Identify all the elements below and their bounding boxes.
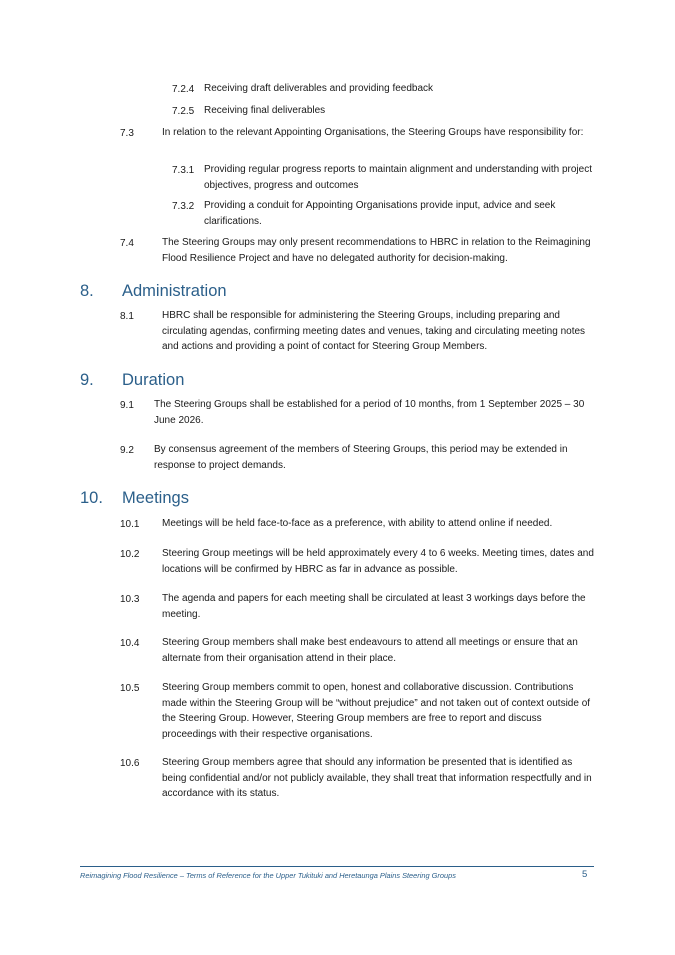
clause-text: In relation to the relevant Appointing Organisations, the Steering Groups have responsibility for:	[162, 127, 584, 138]
clause-text: Providing a conduit for Appointing Organisations provide input, advice and seek clarifications.	[204, 200, 556, 227]
clause-text: Providing regular progress reports to maintain alignment and understanding with project objectives, progress and outcomes	[204, 164, 592, 191]
clause-text: Meetings will be held face-to-face as a preference, with ability to attend online if needed.	[162, 518, 553, 529]
section-heading: Administration	[122, 282, 227, 300]
clause-text: HBRC shall be responsible for administering the Steering Groups, including preparing and circulating agendas, confirming meeting dates and venues, taking and circulating meeting notes and actions and providing a point of contact for Steering Group Members.	[162, 310, 586, 352]
clause-text: By consensus agreement of the members of Steering Groups, this period may be extended in response to project demands.	[154, 444, 568, 471]
clause-number: 7.2.4	[172, 84, 195, 95]
section-number: 9.	[80, 371, 94, 389]
footer-divider	[80, 866, 594, 867]
clause-text: Steering Group meetings will be held approximately every 4 to 6 weeks. Meeting times, dates and locations will be confirmed by HBRC as far in advance as possible.	[162, 548, 594, 575]
clause-number: 7.3.1	[172, 165, 195, 176]
clause-number: 8.1	[120, 311, 134, 322]
section-heading: Meetings	[122, 489, 189, 507]
clause-text: The agenda and papers for each meeting shall be circulated at least 3 workings days before the meeting.	[162, 593, 586, 620]
section-number: 10.	[80, 489, 103, 507]
clause-number: 10.4	[120, 638, 140, 649]
clause-number: 10.3	[120, 594, 140, 605]
clause-text: The Steering Groups shall be established for a period of 10 months, from 1 September 2025 – 30 June 2026.	[154, 399, 585, 426]
clause-number: 10.2	[120, 549, 140, 560]
section-heading: Duration	[122, 371, 185, 389]
clause-number: 7.3.2	[172, 201, 195, 212]
clause-number: 7.3	[120, 128, 134, 139]
clause-number: 7.2.5	[172, 106, 195, 117]
clause-number: 10.5	[120, 683, 140, 694]
clause-number: 10.6	[120, 758, 140, 769]
section-number: 8.	[80, 282, 94, 300]
clause-text: Steering Group members shall make best endeavours to attend all meetings or ensure that an alternate from their organisation attend in their place.	[162, 637, 578, 664]
clause-number: 9.2	[120, 445, 134, 456]
clause-number: 10.1	[120, 519, 140, 530]
clause-text: The Steering Groups may only present recommendations to HBRC in relation to the Reimagining Flood Resilience Project and have no delegated authority for decision-making.	[162, 237, 591, 264]
footer-title: Reimagining Flood Resilience – Terms of Reference for the Upper Tukituki and Heretaunga Plains Steering Groups	[80, 871, 456, 880]
clause-text: Steering Group members commit to open, honest and collaborative discussion. Contributions made within the Steering Group will be “without prejudice” and not taken out of context outside of the Steering Group. However, Steering Group members are free to report and discuss proceedings with their respective organisations.	[162, 682, 591, 740]
clause-number: 7.4	[120, 238, 134, 249]
page-number: 5	[582, 869, 588, 880]
clause-text: Receiving draft deliverables and providing feedback	[204, 83, 434, 94]
clause-text: Receiving final deliverables	[204, 105, 326, 116]
clause-number: 9.1	[120, 400, 134, 411]
clause-text: Steering Group members agree that should any information be presented that is identified as being confidential and/or not publicly available, they shall treat that information respectfully and in accordance with its status.	[162, 757, 592, 799]
